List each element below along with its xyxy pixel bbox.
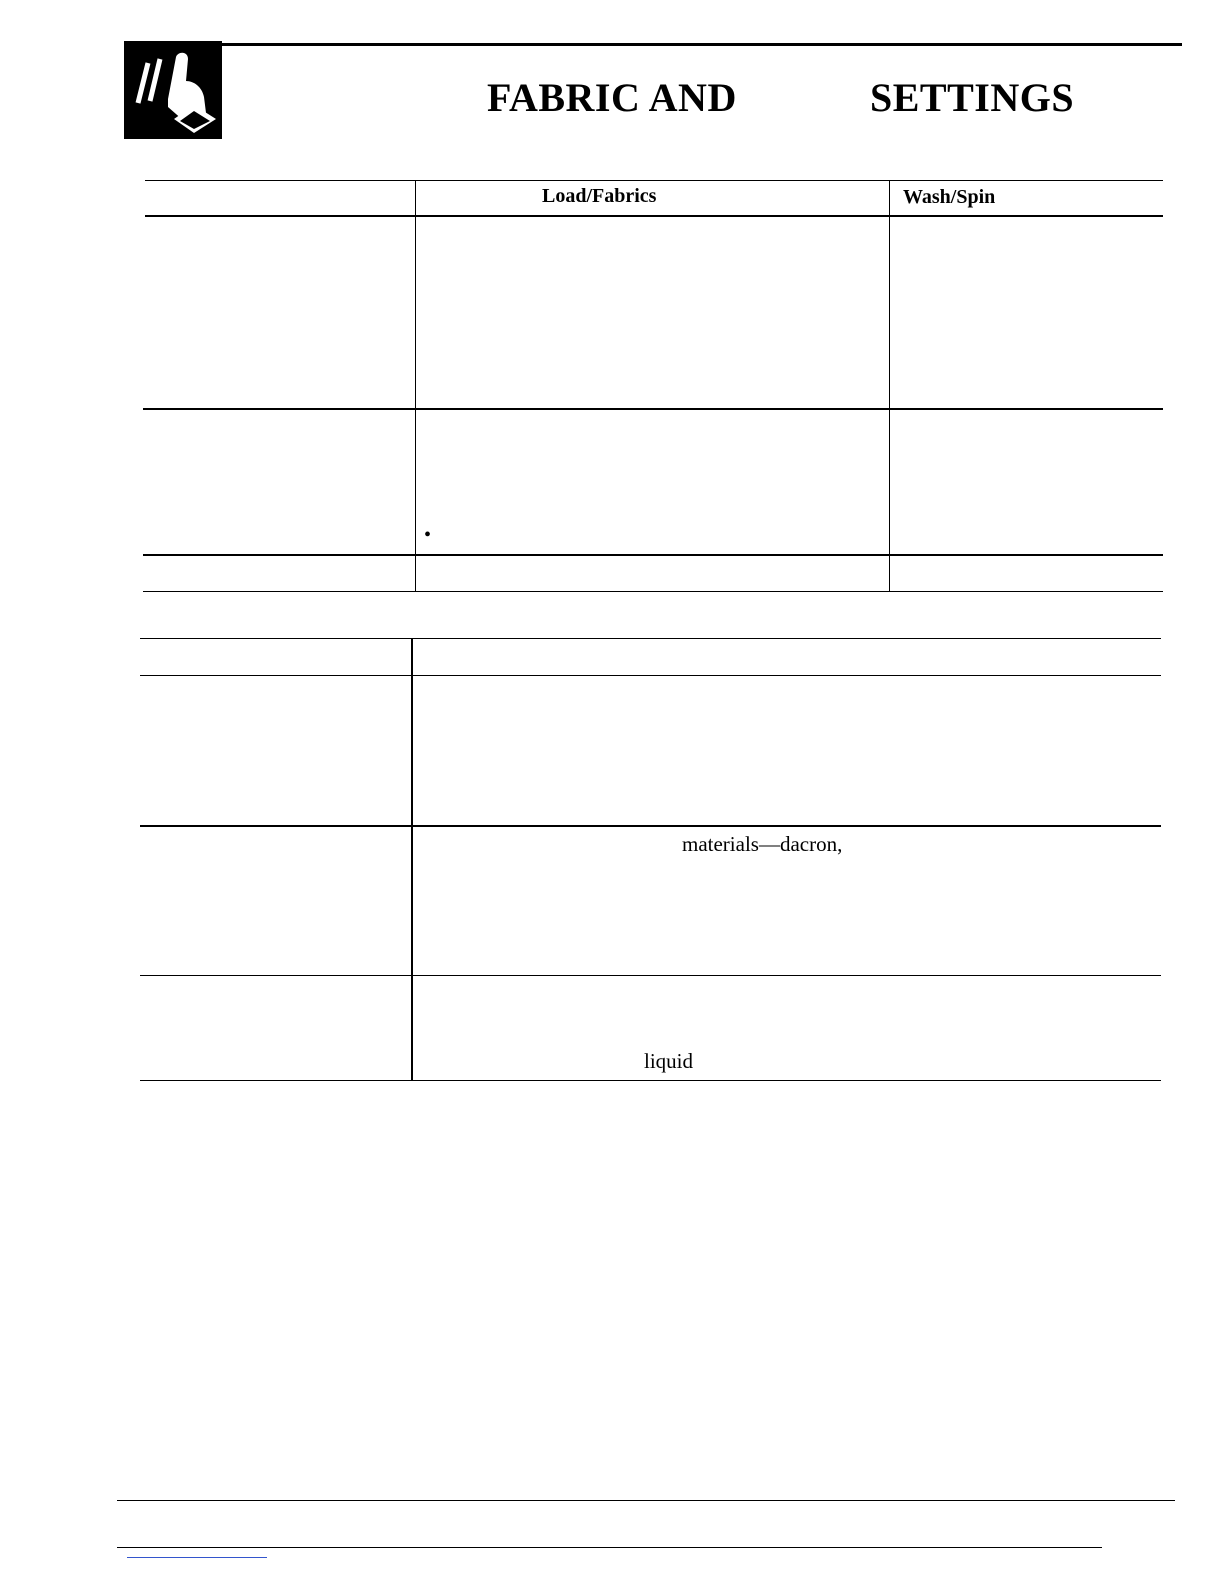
column-divider-2 (889, 180, 890, 592)
page-title-part1: FABRIC AND (487, 75, 737, 120)
page-title-part2: SETTINGS (870, 75, 1075, 120)
header-bottom-rule (145, 215, 1163, 217)
column-divider-1 (415, 180, 416, 592)
table-bottom-rule (143, 591, 1163, 592)
table2-header-rule (140, 675, 1161, 676)
table2-row-rule-2 (140, 975, 1161, 976)
table2-column-divider (411, 638, 413, 1080)
hand-pressing-button-logo-icon (124, 41, 222, 139)
footer-rule-2 (117, 1547, 1102, 1548)
table-top-rule (145, 180, 1163, 181)
row-rule-1 (143, 408, 1163, 410)
column-header-load-fabrics: Load/Fabrics (542, 185, 657, 207)
fabric-materials-fragment: materials—dacron, (682, 832, 843, 856)
table2-top-rule (140, 638, 1161, 639)
footer-rule-1 (117, 1500, 1175, 1501)
detergent-liquid-fragment: liquid (644, 1049, 694, 1073)
table2-row-rule-1 (140, 825, 1161, 827)
bullet-marker: • (424, 524, 432, 546)
table2-bottom-rule (140, 1080, 1161, 1081)
column-header-wash-spin: Wash/Spin (903, 186, 996, 208)
row-rule-2 (143, 554, 1163, 556)
footer-link-underline (127, 1557, 267, 1558)
header-rule (124, 43, 1182, 46)
